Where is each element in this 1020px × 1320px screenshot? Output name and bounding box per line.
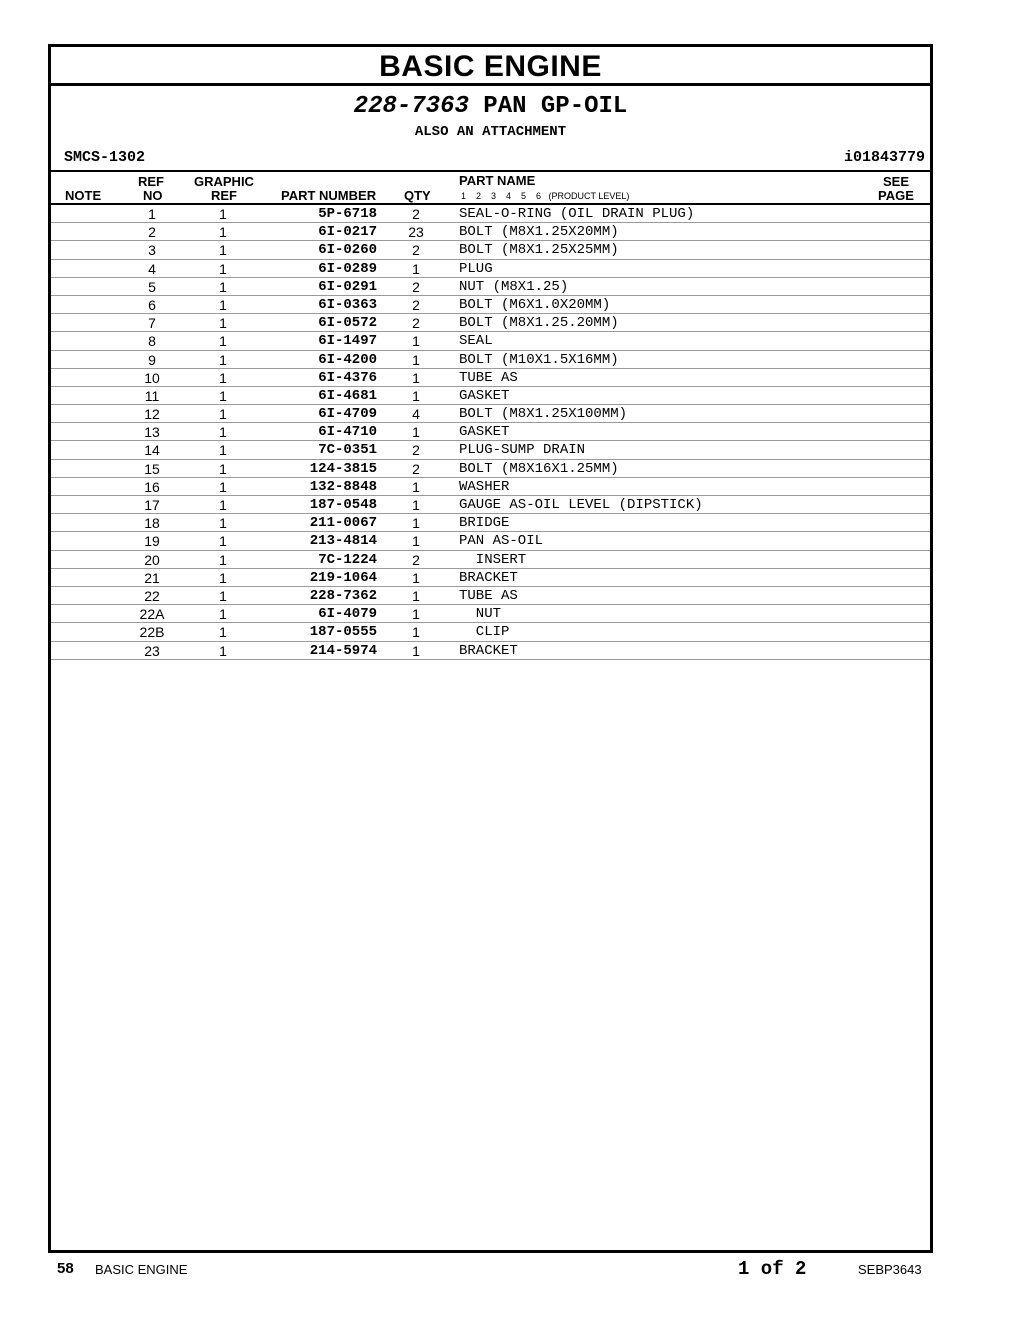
- ref-no-cell: 21: [144, 569, 160, 586]
- part-number-cell: 228-7362: [309, 587, 377, 604]
- part-number-cell: 6I-4681: [318, 387, 377, 404]
- part-number-cell: 214-5974: [309, 642, 377, 659]
- part-number-cell: 5P-6718: [318, 206, 377, 222]
- graphic-ref-cell: 1: [219, 442, 227, 459]
- qty-cell: 23: [408, 224, 424, 241]
- qty-cell: 2: [412, 206, 420, 222]
- attachment-note: ALSO AN ATTACHMENT: [414, 124, 567, 140]
- ref-no-cell: 6: [148, 296, 156, 313]
- ref-no-cell: 16: [144, 478, 160, 495]
- table-row: [51, 405, 930, 423]
- part-name-cell: WASHER: [459, 478, 510, 495]
- part-name-cell: PLUG-SUMP DRAIN: [459, 442, 586, 459]
- table-row: [51, 351, 930, 369]
- graphic-ref-cell: 1: [219, 296, 227, 313]
- graphic-ref-cell: 1: [219, 642, 227, 659]
- qty-cell: 1: [412, 369, 420, 386]
- part-number-cell: 6I-0363: [318, 296, 377, 313]
- part-name-cell: NUT: [459, 606, 502, 623]
- table-row: [51, 369, 930, 387]
- group-title: [51, 93, 930, 121]
- part-number-cell: 6I-4709: [318, 406, 377, 423]
- part-name-cell: INSERT: [459, 551, 527, 568]
- ref-no-cell: 23: [144, 642, 160, 659]
- qty-cell: 2: [412, 242, 420, 259]
- ref-no-cell: 13: [144, 424, 160, 441]
- ref-no-cell: 22B: [139, 624, 165, 641]
- part-number-cell: 6I-0572: [318, 315, 377, 332]
- qty-cell: 1: [412, 642, 420, 659]
- qty-cell: 1: [412, 587, 420, 604]
- table-row: [51, 223, 930, 241]
- footer-document-id: SEBP3643: [858, 1262, 922, 1277]
- meta-row: [51, 148, 930, 172]
- part-name-cell: TUBE AS: [459, 587, 518, 604]
- parts-table-body: [51, 205, 930, 660]
- part-name-cell: SEAL: [459, 333, 493, 350]
- ref-no-cell: 15: [144, 460, 160, 477]
- table-row: [51, 314, 930, 332]
- qty-cell: 2: [412, 460, 420, 477]
- col-see-page-line1: SEE: [883, 174, 910, 189]
- col-graphic-ref-line2: REF: [211, 188, 237, 203]
- part-number-cell: 7C-0351: [318, 442, 377, 459]
- col-ref-no-line1: REF: [138, 174, 164, 189]
- table-row: [51, 605, 930, 623]
- qty-cell: 2: [412, 442, 420, 459]
- smcs-code: SMCS-1302: [64, 149, 146, 166]
- part-number-cell: 6I-1497: [318, 333, 377, 350]
- part-name-cell: GASKET: [459, 424, 510, 441]
- table-row: [51, 205, 930, 223]
- table-row: [51, 260, 930, 278]
- graphic-ref-cell: 1: [219, 351, 227, 368]
- ref-no-cell: 11: [144, 387, 160, 404]
- col-qty: QTY: [404, 188, 431, 203]
- table-row: [51, 460, 930, 478]
- graphic-ref-cell: 1: [219, 333, 227, 350]
- part-name-cell: BOLT (M8X1.25.20MM): [459, 315, 619, 332]
- graphic-ref-cell: 1: [219, 406, 227, 423]
- part-name-cell: BOLT (M8X16X1.25MM): [459, 460, 619, 477]
- part-number-cell: 213-4814: [309, 533, 377, 550]
- table-row: [51, 332, 930, 350]
- part-number-cell: 6I-4710: [318, 424, 377, 441]
- table-row: [51, 514, 930, 532]
- qty-cell: 1: [412, 569, 420, 586]
- graphic-ref-cell: 1: [219, 315, 227, 332]
- qty-cell: 2: [412, 551, 420, 568]
- part-name-cell: TUBE AS: [459, 369, 518, 386]
- ref-no-cell: 7: [148, 315, 156, 332]
- ref-no-cell: 18: [144, 515, 160, 532]
- table-row: [51, 296, 930, 314]
- graphic-ref-cell: 1: [219, 424, 227, 441]
- col-part-number: PART NUMBER: [281, 188, 377, 203]
- table-row: [51, 387, 930, 405]
- ref-no-cell: 3: [148, 242, 156, 259]
- ref-no-cell: 2: [148, 224, 156, 241]
- part-number-cell: 132-8848: [309, 478, 377, 495]
- graphic-ref-cell: 1: [219, 224, 227, 241]
- page-footer: [0, 1258, 1020, 1282]
- graphic-ref-cell: 1: [219, 569, 227, 586]
- table-row: [51, 623, 930, 641]
- graphic-ref-cell: 1: [219, 478, 227, 495]
- col-graphic-ref-line1: GRAPHIC: [194, 174, 254, 189]
- ref-no-cell: 10: [144, 369, 160, 386]
- graphic-ref-cell: 1: [219, 497, 227, 513]
- part-number-cell: 211-0067: [309, 515, 377, 532]
- col-see-page-line2: PAGE: [878, 188, 914, 203]
- group-part-number: 228-7363: [353, 93, 469, 120]
- table-row: [51, 478, 930, 496]
- part-name-cell: BRIDGE: [459, 515, 510, 532]
- part-number-cell: 124-3815: [309, 460, 377, 477]
- part-name-cell: BOLT (M8X1.25X100MM): [459, 406, 628, 423]
- part-name-cell: BRACKET: [459, 569, 518, 586]
- graphic-ref-cell: 1: [219, 387, 227, 404]
- table-row: [51, 241, 930, 259]
- part-name-cell: BOLT (M10X1.5X16MM): [459, 351, 619, 368]
- table-row: [51, 441, 930, 459]
- qty-cell: 1: [412, 333, 420, 350]
- graphic-ref-cell: 1: [219, 551, 227, 568]
- footer-page-count: 1 of 2: [738, 1258, 807, 1280]
- table-row: [51, 642, 930, 660]
- part-name-cell: PAN AS-OIL: [459, 533, 544, 550]
- qty-cell: 1: [412, 606, 420, 623]
- ref-no-cell: 1: [148, 206, 156, 222]
- footer-section: BASIC ENGINE: [95, 1262, 188, 1277]
- qty-cell: 1: [412, 624, 420, 641]
- qty-cell: 2: [412, 296, 420, 313]
- part-name-cell: BOLT (M6X1.0X20MM): [459, 296, 611, 313]
- col-note: NOTE: [65, 188, 102, 203]
- graphic-ref-cell: 1: [219, 260, 227, 277]
- qty-cell: 1: [412, 533, 420, 550]
- part-number-cell: 6I-4079: [318, 606, 377, 623]
- table-row: [51, 587, 930, 605]
- part-name-cell: BOLT (M8X1.25X25MM): [459, 242, 619, 259]
- ref-no-cell: 4: [148, 260, 156, 277]
- part-number-cell: 219-1064: [309, 569, 377, 586]
- part-name-cell: GASKET: [459, 387, 510, 404]
- part-name-cell: CLIP: [459, 624, 510, 641]
- table-header: [51, 172, 930, 205]
- part-number-cell: 6I-0291: [318, 278, 377, 295]
- part-name-cell: BRACKET: [459, 642, 518, 659]
- ref-no-cell: 14: [144, 442, 160, 459]
- table-row: [51, 569, 930, 587]
- graphic-ref-cell: 1: [219, 515, 227, 532]
- qty-cell: 2: [412, 278, 420, 295]
- table-row: [51, 532, 930, 550]
- part-number-cell: 6I-0289: [318, 260, 377, 277]
- part-name-cell: BOLT (M8X1.25X20MM): [459, 224, 619, 241]
- graphic-ref-cell: 1: [219, 278, 227, 295]
- part-number-cell: 6I-0217: [318, 224, 377, 241]
- graphic-ref-cell: 1: [219, 242, 227, 259]
- footer-page-number: 58: [57, 1260, 74, 1277]
- ref-no-cell: 12: [144, 406, 160, 423]
- qty-cell: 1: [412, 497, 420, 513]
- table-row: [51, 496, 930, 514]
- qty-cell: 1: [412, 478, 420, 495]
- qty-cell: 1: [412, 515, 420, 532]
- qty-cell: 2: [412, 315, 420, 332]
- graphic-ref-cell: 1: [219, 606, 227, 623]
- ref-no-cell: 22A: [139, 606, 165, 623]
- graphic-ref-cell: 1: [219, 533, 227, 550]
- table-row: [51, 278, 930, 296]
- ref-no-cell: 19: [144, 533, 160, 550]
- qty-cell: 1: [412, 387, 420, 404]
- qty-cell: 4: [412, 406, 420, 423]
- section-title: BASIC ENGINE: [51, 47, 930, 86]
- part-name-cell: GAUGE AS-OIL LEVEL (DIPSTICK): [459, 497, 703, 513]
- part-name-cell: SEAL-O-RING (OIL DRAIN PLUG): [459, 206, 695, 222]
- illustration-id: i01843779: [843, 149, 925, 166]
- part-number-cell: 6I-0260: [318, 242, 377, 259]
- ref-no-cell: 5: [148, 278, 156, 295]
- part-name-cell: NUT (M8X1.25): [459, 278, 569, 295]
- qty-cell: 1: [412, 260, 420, 277]
- qty-cell: 1: [412, 351, 420, 368]
- ref-no-cell: 8: [148, 333, 156, 350]
- ref-no-cell: 9: [148, 351, 156, 368]
- qty-cell: 1: [412, 424, 420, 441]
- col-product-level: 1 2 3 4 5 6 (PRODUCT LEVEL): [461, 191, 630, 201]
- ref-no-cell: 22: [144, 587, 160, 604]
- part-number-cell: 187-0555: [309, 624, 377, 641]
- ref-no-cell: 17: [144, 497, 160, 513]
- part-number-cell: 187-0548: [309, 497, 377, 513]
- table-row: [51, 423, 930, 441]
- part-name-cell: PLUG: [459, 260, 493, 277]
- col-part-name: PART NAME: [459, 173, 536, 188]
- graphic-ref-cell: 1: [219, 206, 227, 222]
- table-row: [51, 551, 930, 569]
- part-number-cell: 6I-4376: [318, 369, 377, 386]
- part-number-cell: 7C-1224: [318, 551, 377, 568]
- part-number-cell: 6I-4200: [318, 351, 377, 368]
- graphic-ref-cell: 1: [219, 624, 227, 641]
- group-name: PAN GP-OIL: [483, 93, 628, 120]
- graphic-ref-cell: 1: [219, 460, 227, 477]
- graphic-ref-cell: 1: [219, 369, 227, 386]
- col-ref-no-line2: NO: [143, 188, 163, 203]
- graphic-ref-cell: 1: [219, 587, 227, 604]
- parts-list-frame: [48, 44, 933, 1253]
- ref-no-cell: 20: [144, 551, 160, 568]
